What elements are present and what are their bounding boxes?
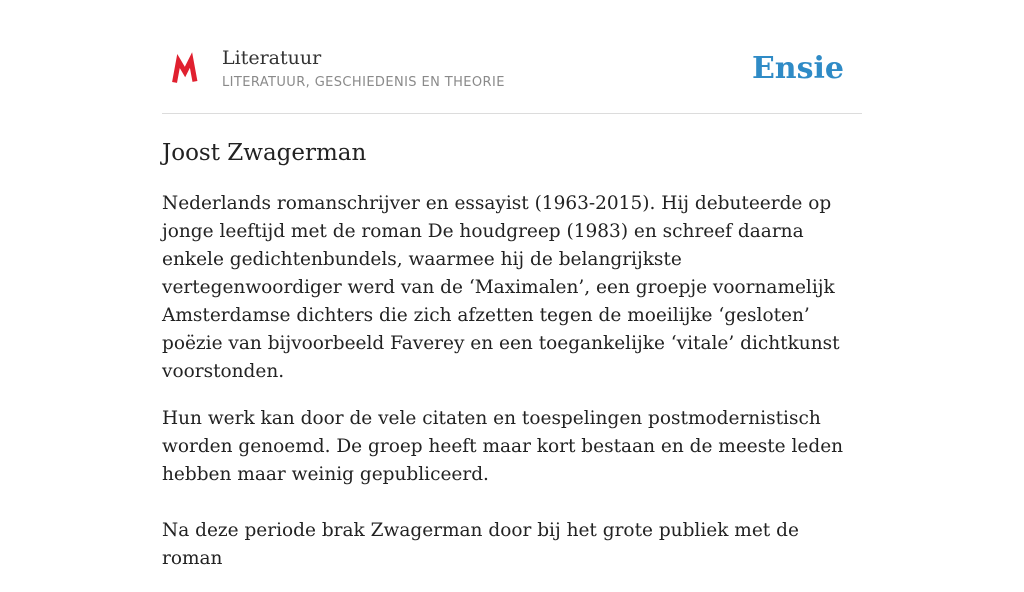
- article-title: Joost Zwagerman: [162, 140, 367, 166]
- article-body: [162, 190, 862, 592]
- page: [162, 0, 862, 569]
- site-header: [162, 0, 862, 114]
- category-subtitle: LITERATUUR, GESCHIEDENIS EN THEORIE: [222, 75, 505, 90]
- article-paragraph: Na deze periode brak Zwagerman door bij het grote publiek met de roman: [162, 520, 799, 569]
- article-paragraph: Hun werk kan door de vele citaten en toespelingen postmodernistisch worden genoemd. De groep heeft maar kort bestaan en de meeste leden hebben maar weinig gepubliceerd.: [162, 408, 844, 485]
- article-paragraph: Nederlands romanschrijver en essayist (1963-2015). Hij debuteerde op jonge leeftijd met de roman De houdgreep (1983) en schreef daarna enkele gedichtenbundels, waarmee hij de belangrijkste vertegenwoordiger werd van de ‘Maximalen’, een groepje voornamelijk Amsterdamse dichters die zich afzetten tegen de moeilijke ‘gesloten’ poëzie van bijvoorbeeld Faverey en een toegankelijke ‘vitale’ dichtkunst voorstonden.: [162, 193, 840, 382]
- ensie-logo[interactable]: Ensie: [751, 51, 844, 86]
- m-logo-icon[interactable]: [172, 56, 198, 84]
- category-link[interactable]: Literatuur: [222, 47, 322, 69]
